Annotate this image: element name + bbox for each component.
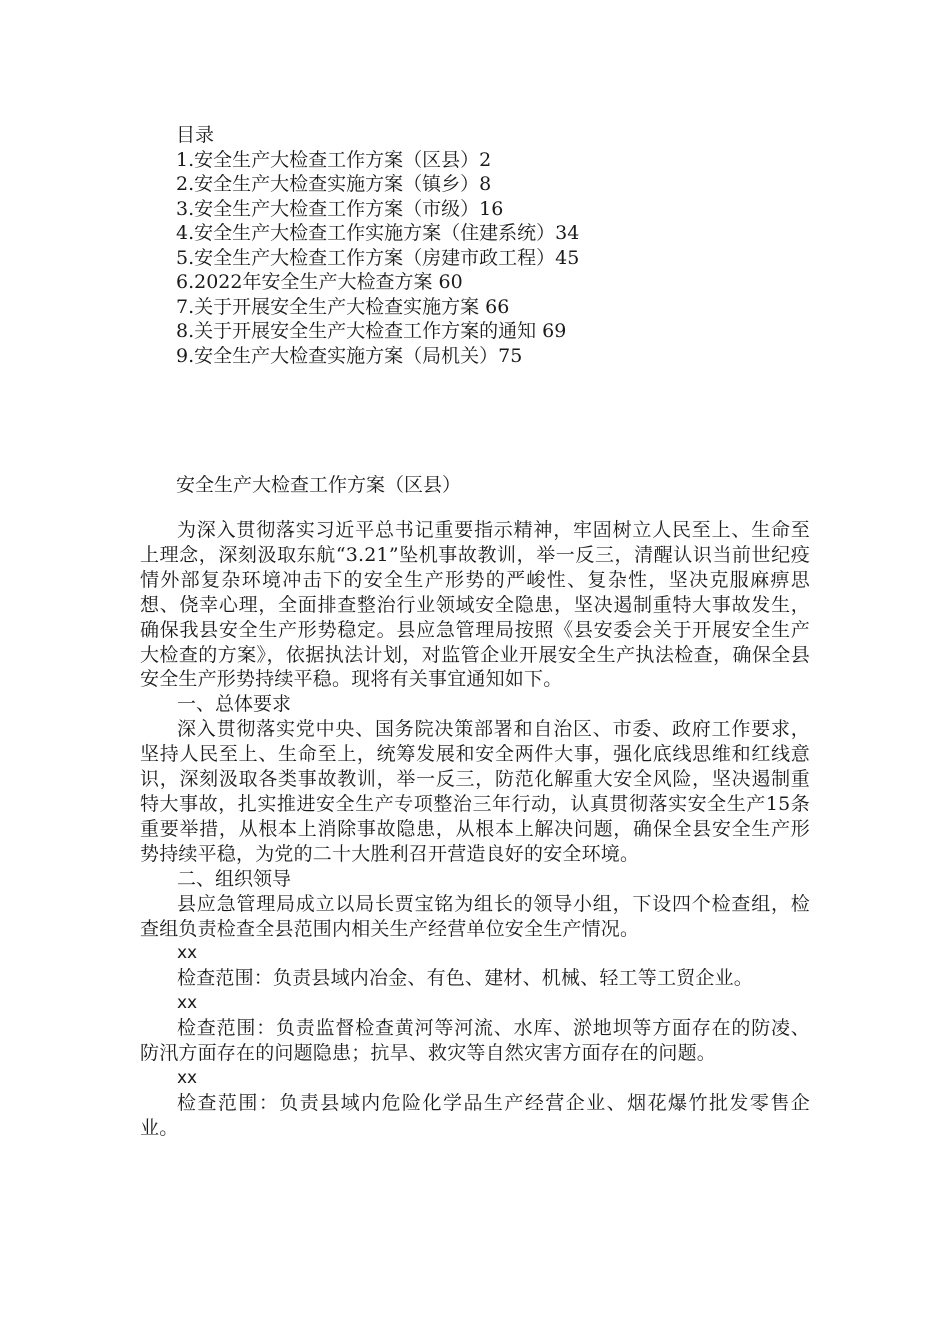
group-scope: 检查范围：负责县域内冶金、有色、建材、机械、轻工等工贸企业。	[177, 967, 754, 990]
group-label: xx	[177, 943, 198, 964]
toc-item: 7.关于开展安全生产大检查实施方案 66	[176, 295, 510, 318]
document-body	[140, 518, 810, 1141]
toc-item: 5.安全生产大检查工作方案（房建市政工程）45	[176, 246, 580, 269]
toc-item: 8.关于开展安全生产大检查工作方案的通知 69	[176, 320, 567, 342]
toc-item: 3.安全生产大检查工作方案（市级）16	[176, 197, 504, 220]
section-paragraph: 深入贯彻落实党中央、国务院决策部署和自治区、市委、政府工作要求，坚持人民至上、生命至上，统筹发展和安全两件大事，强化底线思维和红线意识，深刻汲取各类事故教训，举一反三，防范化解重大安全风险，坚决遏制重特大事故，扎实推进安全生产专项整治三年行动，认真贯彻落实安全生产15条重要举措，从根本上消除事故隐患，从根本上解决问题，确保全县安全生产形势持续平稳，为党的二十大胜利召开营造良好的安全环境。	[140, 718, 810, 865]
section-paragraph: 县应急管理局成立以局长贾宝铭为组长的领导小组，下设四个检查组，检查组负责检查全县范围内相关生产经营单位安全生产情况。	[140, 892, 810, 940]
toc-title: 目录	[176, 124, 215, 146]
intro-paragraph: 为深入贯彻落实习近平总书记重要指示精神，牢固树立人民至上、生命至上理念，深刻汲取东航“3.21”坠机事故教训，举一反三，清醒认识当前世纪疫情外部复杂环境冲击下的安全生产形势的严峻性、复杂性，坚决克服麻痹思想、侥幸心理，全面排查整治行业领域安全隐患，坚决遏制重特大事故发生，确保我县安全生产形势稳定。县应急管理局按照《县安委会关于开展安全生产大检查的方案》，依据执法计划，对监管企业开展安全生产执法检查，确保全县安全生产形势持续平稳。现将有关事宜通知如下。	[140, 519, 810, 691]
toc-item: 1.安全生产大检查工作方案（区县）2	[176, 148, 492, 171]
group-scope: 检查范围：负责监督检查黄河等河流、水库、淤地坝等方面存在的防凌、防汛方面存在的问题隐患；抗旱、救灾等自然灾害方面存在的问题。	[140, 1017, 810, 1065]
toc-item: 9.安全生产大检查实施方案（局机关）75	[176, 344, 523, 367]
section-heading: 一、总体要求	[177, 693, 292, 716]
group-label: xx	[177, 1067, 198, 1088]
table-of-contents	[176, 123, 816, 368]
group-label: xx	[177, 993, 198, 1014]
toc-item: 4.安全生产大检查工作实施方案（住建系统）34	[176, 222, 580, 244]
group-scope: 检查范围：负责县域内危险化学品生产经营企业、烟花爆竹批发零售企业。	[140, 1091, 810, 1139]
toc-item: 2.安全生产大检查实施方案（镇乡）8	[176, 173, 492, 195]
toc-item: 6.2022年安全生产大检查方案 60	[176, 271, 463, 293]
document-title: 安全生产大检查工作方案（区县）	[176, 474, 462, 496]
section-heading: 二、组织领导	[177, 867, 292, 890]
